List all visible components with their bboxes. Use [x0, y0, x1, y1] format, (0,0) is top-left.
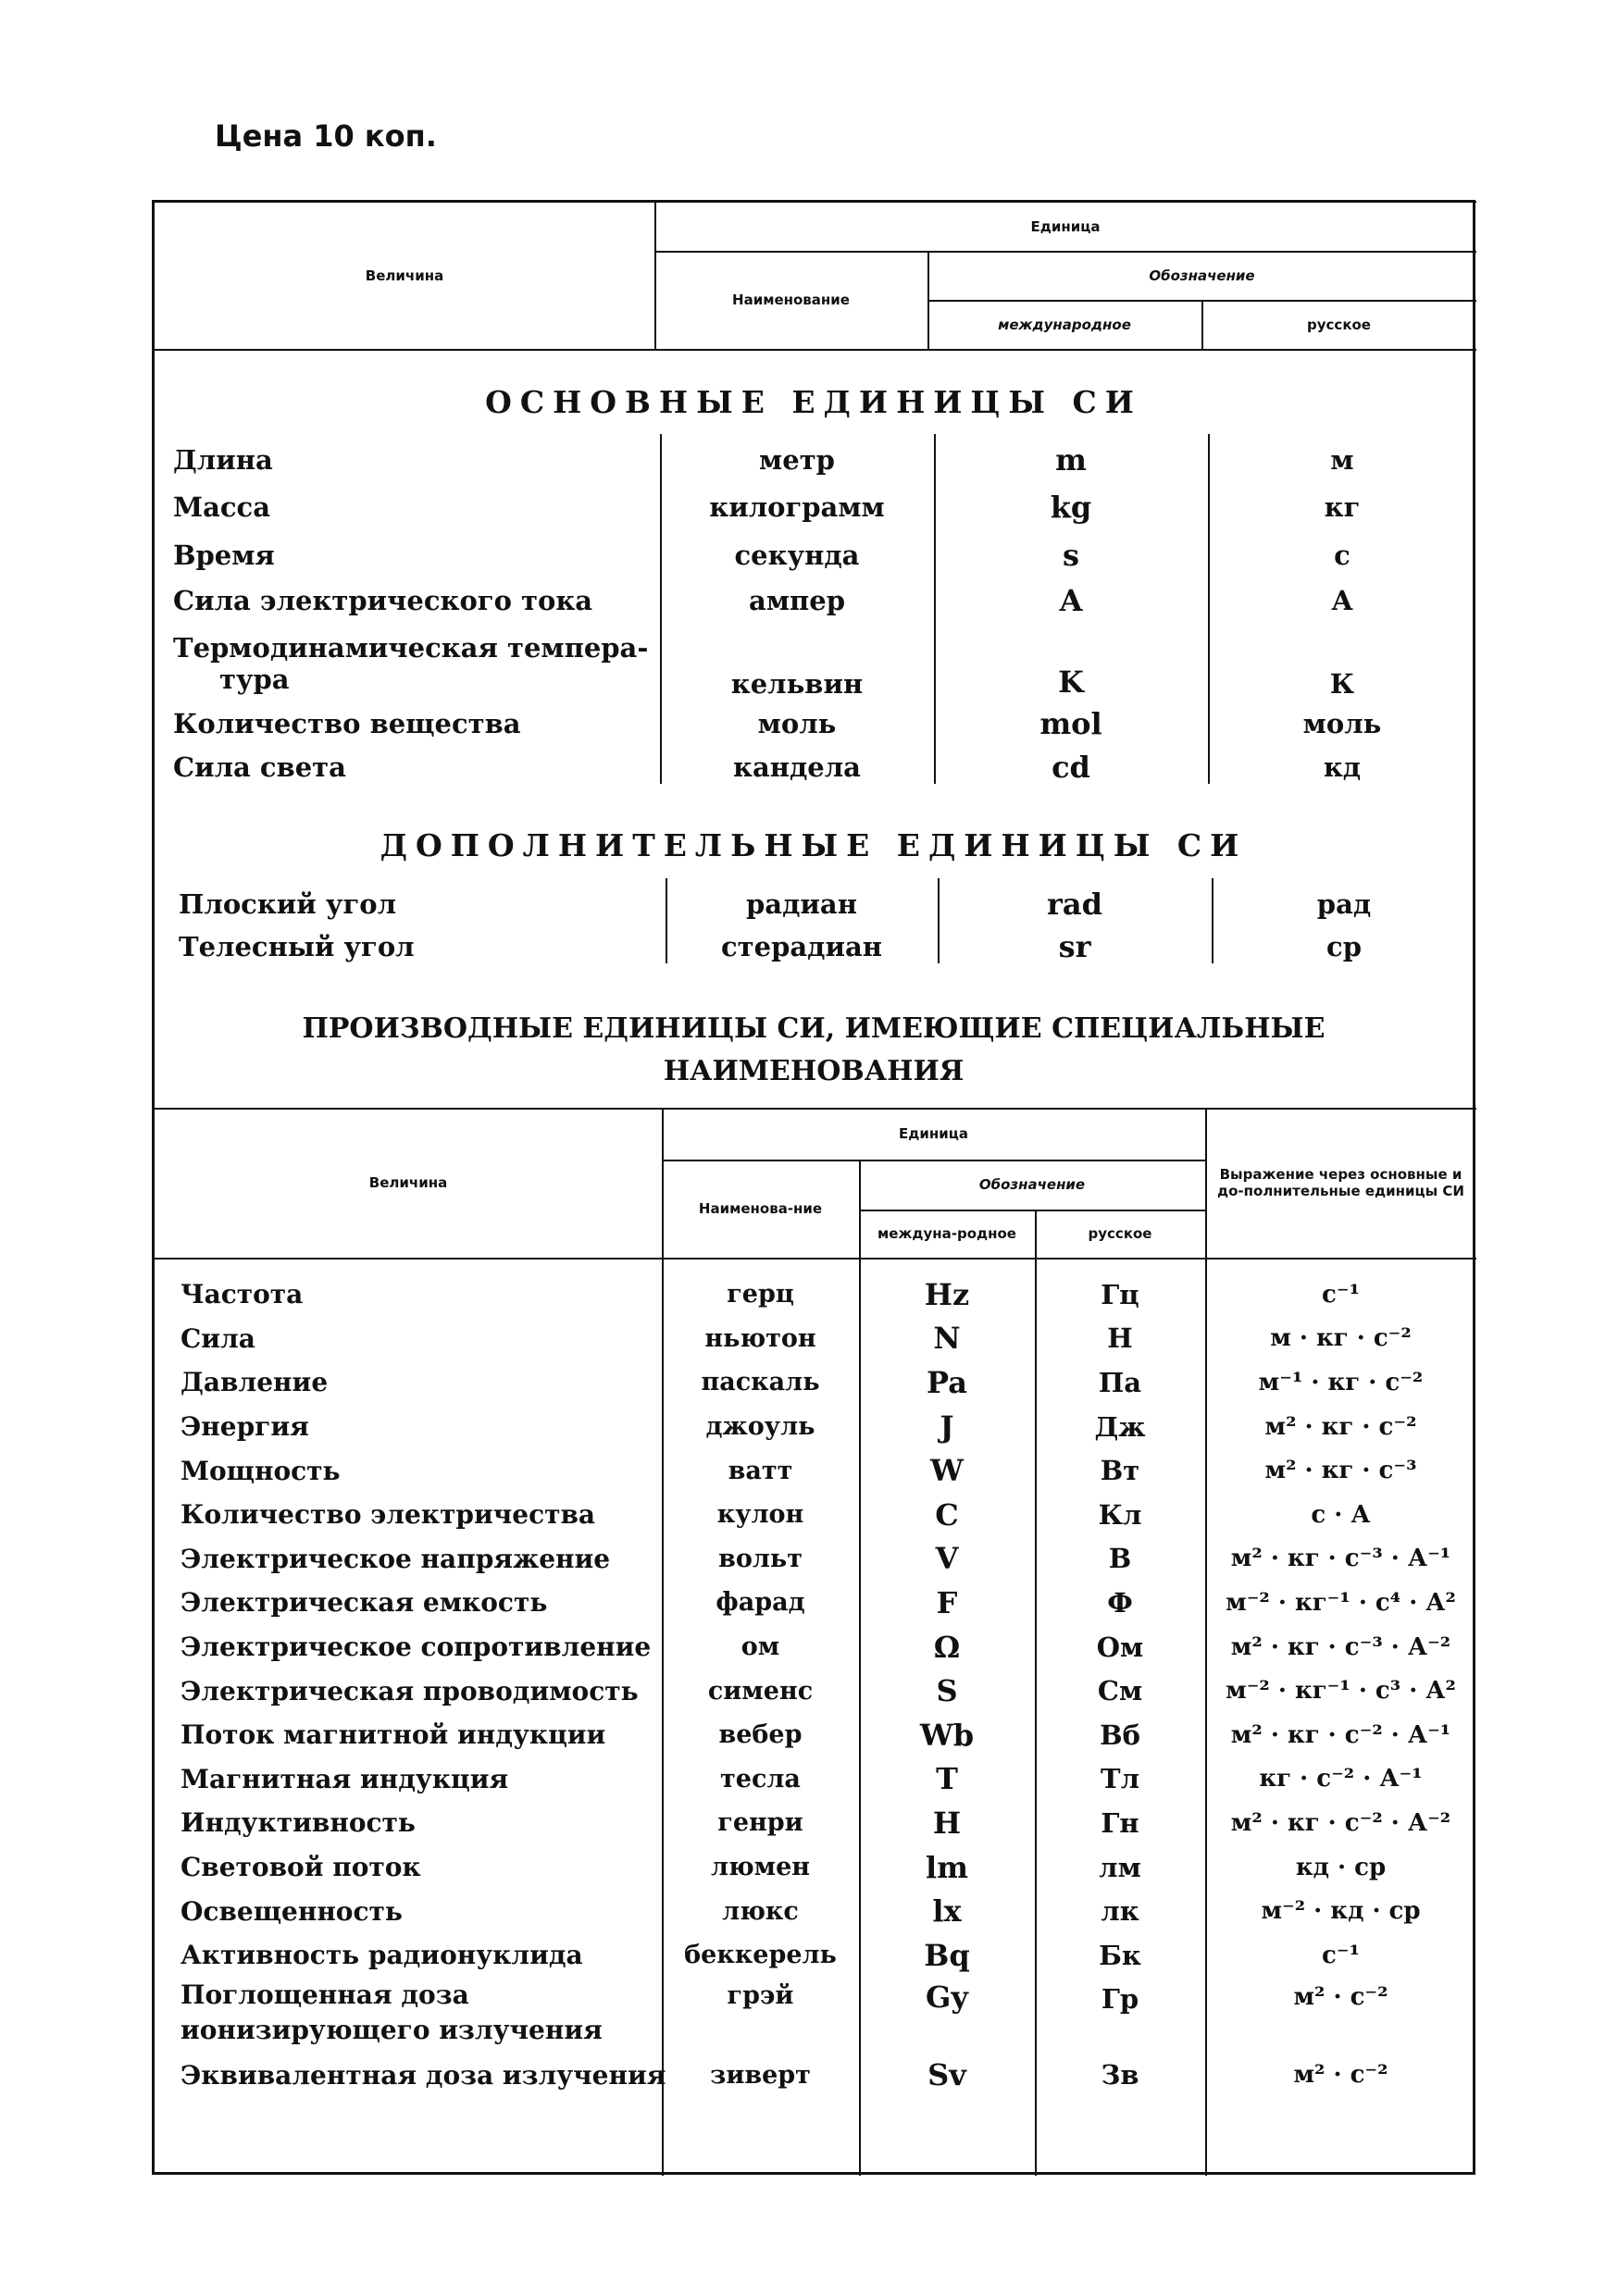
- quantity-cell: Индуктивность: [180, 1807, 416, 1839]
- unit-name-cell: паскаль: [701, 1368, 820, 1397]
- section-title-base: ОСНОВНЫЕ ЕДИНИЦЫ СИ: [485, 384, 1142, 420]
- si-expression-cell: м⁻² · кг⁻¹ · с³ · А²: [1226, 1677, 1456, 1706]
- unit-name-cell: ом: [741, 1632, 780, 1662]
- quantity-cell: Магнитная индукция: [180, 1763, 509, 1794]
- ru-symbol-cell: См: [1097, 1675, 1143, 1707]
- ru-symbol-cell: лк: [1101, 1895, 1139, 1928]
- derived-unit-row: [155, 1625, 1473, 1669]
- intl-symbol-cell: S: [936, 1673, 958, 1709]
- unit-name-cell: кандела: [733, 751, 861, 783]
- ru-symbol-cell: м: [1330, 444, 1354, 476]
- ru-symbol-cell: Дж: [1094, 1410, 1146, 1443]
- quantity-cell: Количество электричества: [180, 1499, 596, 1531]
- si-expression-cell: м² · кг · с⁻³ · А⁻²: [1230, 1632, 1451, 1661]
- ru-symbol-cell: Гц: [1101, 1278, 1139, 1310]
- ru-symbol-cell: кг: [1324, 491, 1361, 523]
- quantity-cell: Поглощенная доза ионизирующего излучения: [180, 1979, 603, 2045]
- intl-symbol-cell: N: [933, 1321, 961, 1357]
- si-expression-cell: м² · кг · с⁻²: [1264, 1412, 1417, 1441]
- intl-symbol-cell: sr: [1058, 929, 1091, 964]
- intl-symbol-cell: rad: [1047, 887, 1102, 922]
- derived-unit-row: [155, 1537, 1473, 1582]
- intl-symbol-cell: A: [1059, 583, 1083, 618]
- quantity-cell: Сила света: [173, 751, 346, 783]
- ru-symbol-cell: Кл: [1098, 1498, 1142, 1531]
- unit-name-cell: люкс: [722, 1896, 799, 1926]
- base-unit-row: [155, 701, 1473, 746]
- si-expression-cell: м² · с⁻²: [1293, 2061, 1388, 2090]
- derived-unit-row: [155, 1405, 1473, 1449]
- intl-symbol-cell: Gy: [926, 1979, 968, 2015]
- quantity-cell: Электрическая емкость: [180, 1587, 548, 1619]
- quantity-cell: Сила: [180, 1322, 255, 1354]
- derived-unit-row: [155, 1845, 1473, 1890]
- unit-name-cell: ампер: [749, 585, 845, 616]
- si-expression-cell: с · А: [1311, 1500, 1371, 1529]
- intl-symbol-cell: W: [930, 1453, 964, 1489]
- ru-symbol-cell: Н: [1107, 1322, 1133, 1355]
- si-expression-cell: м² · кг · с⁻³: [1264, 1457, 1417, 1485]
- quantity-cell: Эквивалентная доза излучения: [180, 2059, 666, 2091]
- si-expression-cell: с⁻¹: [1322, 1941, 1360, 1969]
- unit-name-cell: секунда: [734, 540, 860, 571]
- unit-name-cell: метр: [759, 444, 835, 476]
- quantity-cell: Сила электрического тока: [173, 585, 593, 616]
- derived-unit-row: [155, 1669, 1473, 1713]
- header2-quantity: Величина: [368, 1174, 448, 1191]
- base-unit-row: [155, 438, 1473, 482]
- intl-symbol-cell: F: [936, 1584, 958, 1620]
- derived-unit-row: [155, 1581, 1473, 1625]
- section-title-derived-1: ПРОИЗВОДНЫЕ ЕДИНИЦЫ СИ, ИМЕЮЩИЕ СПЕЦИАЛЬНЫЕ: [302, 1012, 1326, 1045]
- intl-symbol-cell: s: [1062, 538, 1079, 573]
- ru-symbol-cell: Тл: [1100, 1763, 1140, 1795]
- derived-unit-row: [155, 1757, 1473, 1802]
- unit-name-cell: герц: [727, 1280, 794, 1309]
- ru-symbol-cell: кд: [1323, 751, 1362, 783]
- intl-symbol-cell: lx: [932, 1893, 962, 1930]
- header-designation: Обозначение: [1149, 267, 1255, 284]
- section-title-supplementary: ДОПОЛНИТЕЛЬНЫЕ ЕДИНИЦЫ СИ: [380, 827, 1248, 863]
- intl-symbol-cell: V: [935, 1541, 959, 1577]
- ru-symbol-cell: К: [1329, 668, 1355, 700]
- quantity-cell: Масса: [173, 491, 270, 523]
- intl-symbol-cell: Sv: [927, 2057, 966, 2093]
- ru-symbol-cell: Вб: [1100, 1719, 1140, 1751]
- si-expression-cell: м⁻² · кд · ср: [1261, 1897, 1421, 1926]
- unit-name-cell: вольт: [718, 1544, 803, 1573]
- ru-symbol-cell: Зв: [1101, 2059, 1139, 2091]
- quantity-cell: Телесный угол: [179, 931, 415, 962]
- quantity-cell: Освещенность: [180, 1895, 403, 1927]
- ru-symbol-cell: с: [1334, 540, 1350, 571]
- header-international: международное: [998, 316, 1131, 333]
- supplementary-unit-row: [155, 882, 1473, 926]
- ru-symbol-cell: Бк: [1099, 1939, 1141, 1971]
- intl-symbol-cell: cd: [1052, 750, 1090, 785]
- unit-name-cell: радиан: [746, 888, 857, 920]
- header-name: Наименование: [732, 292, 850, 308]
- ru-symbol-cell: Ф: [1107, 1586, 1133, 1619]
- si-expression-cell: кд · ср: [1295, 1853, 1387, 1881]
- quantity-cell: Термодинамическая темпера- тура: [173, 632, 649, 695]
- intl-symbol-cell: K: [1058, 664, 1084, 700]
- si-expression-cell: м⁻² · кг⁻¹ · с⁴ · А²: [1226, 1588, 1456, 1617]
- intl-symbol-cell: Pa: [927, 1364, 967, 1400]
- intl-symbol-cell: Wb: [919, 1717, 975, 1753]
- quantity-cell: Активность радионуклида: [180, 1940, 583, 1971]
- si-units-table: [152, 200, 1475, 2175]
- quantity-cell: Время: [173, 540, 275, 571]
- intl-symbol-cell: T: [936, 1761, 958, 1797]
- intl-symbol-cell: mol: [1039, 706, 1102, 741]
- header2-international: междуна-родное: [877, 1225, 1016, 1242]
- derived-unit-row: [155, 1933, 1473, 1978]
- intl-symbol-cell: Bq: [924, 1937, 970, 1973]
- intl-symbol-cell: Ω: [933, 1629, 961, 1665]
- base-unit-row: [155, 627, 1473, 700]
- ru-symbol-cell: лм: [1099, 1851, 1141, 1883]
- supplementary-unit-row: [155, 925, 1473, 969]
- unit-name-cell: беккерель: [684, 1941, 837, 1970]
- si-expression-cell: м · кг · с⁻²: [1270, 1324, 1412, 1353]
- quantity-cell: Длина: [173, 444, 273, 476]
- unit-name-cell: джоуль: [705, 1412, 815, 1442]
- si-expression-cell: с⁻¹: [1322, 1280, 1360, 1309]
- quantity-cell: Частота: [180, 1279, 304, 1310]
- intl-symbol-cell: m: [1055, 442, 1087, 478]
- quantity-cell: Мощность: [180, 1455, 341, 1486]
- base-unit-row: [155, 533, 1473, 577]
- intl-symbol-cell: H: [932, 1805, 962, 1841]
- header2-unit: Единица: [899, 1125, 968, 1142]
- si-expression-cell: м² · кг · с⁻² · А⁻¹: [1230, 1720, 1451, 1749]
- header-russian: русское: [1307, 316, 1371, 333]
- ru-symbol-cell: Гр: [1101, 1982, 1139, 2015]
- header-unit: Единица: [1030, 218, 1101, 235]
- unit-name-cell: кулон: [716, 1500, 804, 1530]
- ru-symbol-cell: В: [1108, 1543, 1132, 1575]
- base-unit-row: [155, 485, 1473, 529]
- ru-symbol-cell: Ом: [1096, 1631, 1144, 1663]
- header-quantity: Величина: [365, 267, 444, 284]
- derived-unit-row: [155, 1801, 1473, 1845]
- derived-unit-row: [155, 1272, 1473, 1317]
- derived-unit-row: [155, 1713, 1473, 1757]
- quantity-cell: Плоский угол: [179, 888, 397, 920]
- si-expression-cell: м² · кг · с⁻³ · А⁻¹: [1230, 1545, 1451, 1573]
- price-label: Цена 10 коп.: [215, 118, 437, 154]
- intl-symbol-cell: Hz: [924, 1276, 970, 1312]
- si-expression-cell: кг · с⁻² · А⁻¹: [1259, 1765, 1423, 1793]
- quantity-cell: Количество вещества: [173, 708, 521, 739]
- derived-unit-row: [155, 1493, 1473, 1537]
- derived-unit-row: [155, 1889, 1473, 1933]
- header2-russian: русское: [1088, 1225, 1152, 1242]
- quantity-cell: Световой поток: [180, 1852, 421, 1883]
- si-expression-cell: м² · кг · с⁻² · А⁻²: [1230, 1808, 1451, 1837]
- ru-symbol-cell: Па: [1098, 1366, 1142, 1398]
- si-expression-cell: м⁻¹ · кг · с⁻²: [1258, 1368, 1424, 1396]
- ru-symbol-cell: ср: [1326, 931, 1362, 962]
- unit-name-cell: килограмм: [709, 491, 885, 523]
- ru-symbol-cell: Гн: [1101, 1806, 1139, 1839]
- section-title-derived-2: НАИМЕНОВАНИЯ: [663, 1055, 965, 1087]
- base-unit-row: [155, 578, 1473, 623]
- quantity-cell: Поток магнитной индукции: [180, 1719, 606, 1751]
- intl-symbol-cell: lm: [925, 1849, 968, 1885]
- ru-symbol-cell: рад: [1316, 888, 1372, 920]
- derived-unit-row: [155, 1360, 1473, 1405]
- unit-name-cell: вебер: [718, 1720, 803, 1750]
- ru-symbol-cell: моль: [1302, 708, 1382, 739]
- intl-symbol-cell: J: [940, 1409, 954, 1445]
- quantity-cell: Электрическое сопротивление: [180, 1632, 652, 1663]
- derived-unit-row: [155, 1317, 1473, 1361]
- derived-unit-row: [155, 2054, 1473, 2098]
- unit-name-cell: зиверт: [710, 2060, 811, 2090]
- header2-designation: Обозначение: [978, 1176, 1086, 1193]
- quantity-cell: Давление: [180, 1367, 329, 1398]
- quantity-cell: Электрическая проводимость: [180, 1675, 639, 1706]
- derived-unit-row: [155, 1448, 1473, 1493]
- unit-name-cell: генри: [717, 1808, 803, 1838]
- base-unit-row: [155, 745, 1473, 789]
- quantity-cell: Энергия: [180, 1411, 309, 1443]
- derived-unit-row: [155, 1978, 1473, 2054]
- unit-name-cell: фарад: [716, 1588, 805, 1618]
- unit-name-cell: люмен: [710, 1853, 811, 1882]
- unit-name-cell: ватт: [728, 1456, 793, 1485]
- unit-name-cell: моль: [757, 708, 837, 739]
- unit-name-cell: сименс: [707, 1676, 814, 1706]
- ru-symbol-cell: Вт: [1100, 1455, 1140, 1487]
- unit-name-cell: тесла: [720, 1764, 801, 1793]
- header2-expression: Выражение через основные и до-полнительные единицы СИ: [1217, 1166, 1464, 1199]
- unit-name-cell: грэй: [727, 1980, 794, 2010]
- quantity-cell: Электрическое напряжение: [180, 1543, 611, 1574]
- unit-name-cell: кельвин: [730, 668, 864, 700]
- unit-name-cell: стерадиан: [721, 931, 882, 962]
- intl-symbol-cell: C: [935, 1496, 959, 1533]
- ru-symbol-cell: А: [1331, 585, 1353, 616]
- header2-name: Наименова-ние: [698, 1200, 823, 1217]
- si-expression-cell: м² · с⁻²: [1293, 1982, 1388, 2011]
- intl-symbol-cell: kg: [1050, 490, 1092, 525]
- unit-name-cell: ньютон: [704, 1323, 816, 1353]
